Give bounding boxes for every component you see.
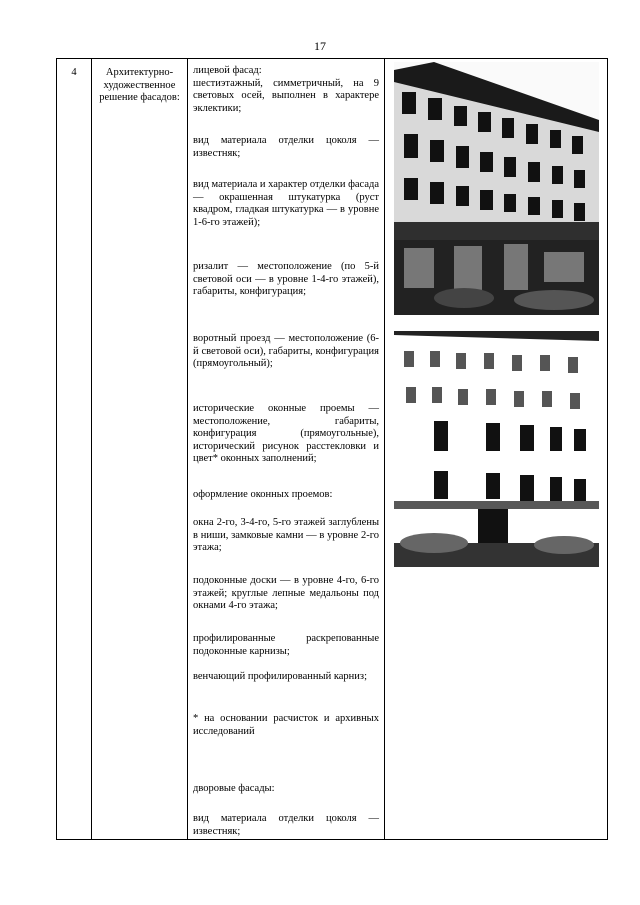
- facade-photo-gate: [394, 331, 599, 567]
- description-paragraph: лицевой фасад: шестиэтажный, симметричный, на 9 световых осей, выполнен в характере эклектики;: [193, 65, 379, 114]
- description-paragraph: профилированные раскрепованные подоконные карнизы;: [193, 633, 379, 657]
- description-paragraph: оформление оконных проемов:: [193, 489, 333, 500]
- row-number-cell: [57, 59, 92, 840]
- description-paragraph: подоконные доски — в уровне 4-го, 6-го этажей; круглые лепные медальоны под окнами 4-го этажа;: [193, 575, 379, 611]
- facade-photo-street: [394, 62, 599, 315]
- description-paragraph: вид материала и характер отделки фасада — окрашенная штукатурка (руст квадром, гладкая штукатурка — в уровне 1-6-го этажей);: [193, 179, 379, 228]
- page-number: 17: [314, 39, 326, 53]
- row-number: 4: [71, 67, 77, 78]
- row-label-cell: [92, 59, 188, 840]
- facade-table: [56, 58, 608, 840]
- photos-cell: [385, 59, 608, 840]
- description-paragraph: дворовые фасады:: [193, 783, 275, 794]
- row-label: Архитектурно-художественное решение фасадов:: [99, 67, 180, 103]
- description-paragraph: исторические оконные проемы — местоположение, габариты, конфигурация (прямоугольные), исторический рисунок расстекловки и цвет* оконных заполнений;: [193, 403, 379, 464]
- description-paragraph: вид материала отделки цоколя — известняк;: [193, 135, 379, 159]
- table-row: [57, 59, 608, 840]
- description-paragraph: * на основании расчисток и архивных исследований: [193, 713, 379, 737]
- description-paragraph: окна 2-го, 3-4-го, 5-го этажей заглублены в ниши, замковые камни — в уровне 2-го этажа;: [193, 517, 379, 553]
- description-paragraph: ризалит — местоположение (по 5-й световой оси — в уровне 1-4-го этажей), габариты, конфигурация;: [193, 261, 379, 297]
- description-paragraph: воротный проезд — местоположение (6-й световой оси), габариты, конфигурация (прямоугольный);: [193, 333, 379, 369]
- description-paragraph: вид материала отделки цоколя — известняк;: [193, 813, 379, 837]
- description-cell: [188, 59, 385, 840]
- description-paragraph: венчающий профилированный карниз;: [193, 671, 367, 682]
